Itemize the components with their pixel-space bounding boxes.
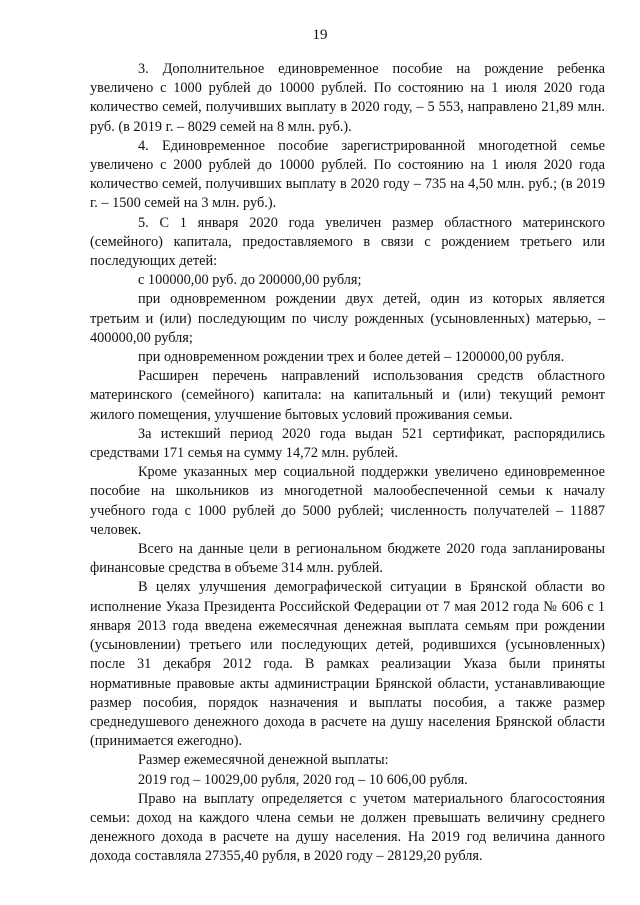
paragraph-maternity-capital: 5. С 1 января 2020 года увеличен размер областного материнского (семейного) капитала, предоставляемого в связи с рождением третьего или последующих детей: bbox=[90, 214, 605, 270]
document-body bbox=[90, 60, 605, 867]
paragraph-twins-amount: при одновременном рождении двух детей, один из которых является третьим и (или) последующим по числу рожденных (усыновленных) матерью, – 400000,00 рубля; bbox=[90, 291, 605, 346]
paragraph-monthly-payment: В целях улучшения демографической ситуации в Брянской области во исполнение Указа Президента Российской Федерации от 7 мая 2012 года № 606 с 1 января 2013 года введена ежемесячная денежная выплата семьям при рождении (усыновлении) третьего или последующих детей, родившихся (усыновленных) после 31 декабря 2012 года. В рамках реализации Указа были приняты нормативные правовые акты администрации Брянской области, устанавливающие размер пособия, порядок назначения и выплаты пособия, а также размер среднедушевого денежного дохода в расчете на душу населения Брянской области (принимается ежегодно). bbox=[90, 579, 605, 750]
paragraph-payment-size-heading: Размер ежемесячной денежной выплаты: bbox=[138, 752, 389, 769]
paragraph-birth-allowance: 3. Дополнительное единовременное пособие на рождение ребенка увеличено с 1000 рублей до 10000 рублей. По состоянию на 1 июля 2020 года количество семей, получивших выплату в 2020 году, – 5 553, направлено 21,89 млн. руб. (в 2019 г. – 8029 семей на 8 млн. руб.). bbox=[90, 61, 605, 135]
paragraph-certificates: За истекший период 2020 года выдан 521 сертификат, распорядились средствами 171 семья на сумму 14,72 млн. рублей. bbox=[90, 425, 605, 462]
paragraph-school-allowance: Кроме указанных мер социальной поддержки увеличено единовременное пособие на школьников из многодетной малообеспеченной семьи к началу учебного года с 1000 рублей до 5000 рублей; численность получателей – 11887 человек. bbox=[90, 464, 605, 538]
paragraph-triplets-amount: при одновременном рождении трех и более детей – 1200000,00 рубля. bbox=[138, 349, 565, 366]
page-number: 19 bbox=[312, 27, 328, 43]
paragraph-eligibility: Право на выплату определяется с учетом материального благосостояния семьи: доход на каждого члена семьи не должен превышать величину среднего денежного дохода в расчете на душу населения. На 2019 год величина данного дохода составляла 27355,40 рубля, в 2020 году – 28129,20 рубля. bbox=[90, 790, 605, 865]
paragraph-capital-amount: с 100000,00 руб. до 200000,00 рубля; bbox=[138, 272, 362, 289]
paragraph-payment-size-values: 2019 год – 10029,00 рубля, 2020 год – 10 606,00 рубля. bbox=[138, 771, 468, 788]
paragraph-budget-total: Всего на данные цели в региональном бюджете 2020 года запланированы финансовые средства в объеме 314 млн. рублей. bbox=[90, 541, 605, 577]
paragraph-large-family-allowance: 4. Единовременное пособие зарегистрированной многодетной семье увеличено с 2000 рублей до 10000 рублей. По состоянию на 1 июля 2020 года количество семей, получивших выплату в 2020 году – 735 на 4,50 млн. руб.; (в 2019 г. – 1500 семей на 3 млн. руб.). bbox=[90, 137, 605, 212]
paragraph-capital-usage: Расширен перечень направлений использования средств областного материнского (семейного) капитала: на капитальный и (или) текущий ремонт жилого помещения, улучшение бытовых условий проживания семьи. bbox=[90, 368, 605, 423]
